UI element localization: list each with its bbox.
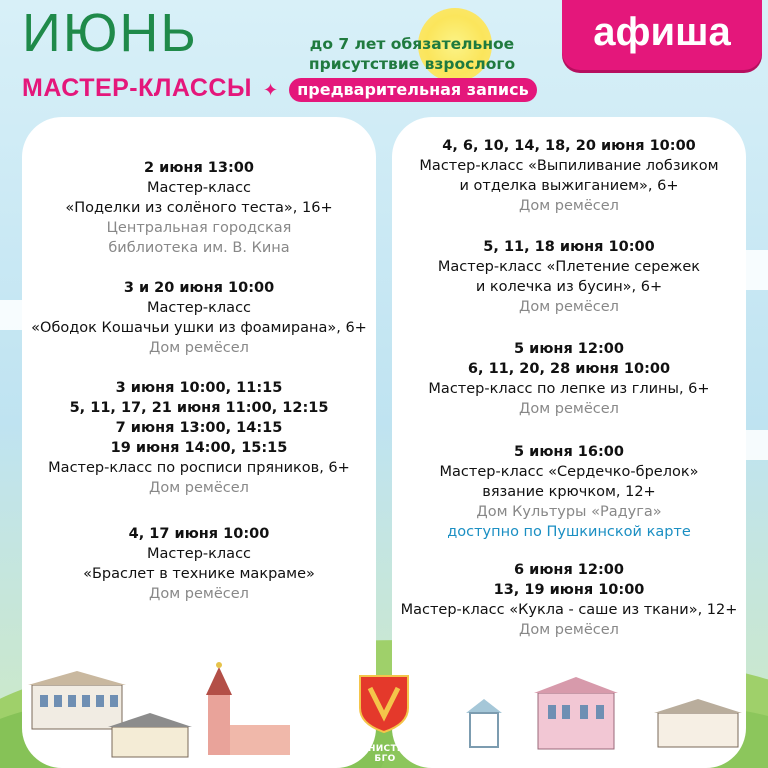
event-title: Мастер-класс по росписи пряников, 6+ (48, 460, 350, 476)
event-date: 5, 11, 18 июня 10:00 (483, 239, 655, 255)
pushkin-card-note: доступно по Пушкинской карте (447, 524, 691, 540)
event-place: Дом ремёсел (149, 586, 249, 602)
event-date: 5 июня 16:00 (514, 444, 624, 460)
event-place: Дом ремёсел (519, 198, 619, 214)
event-place: Дом ремёсел (519, 299, 619, 315)
event-card (392, 560, 746, 640)
event-place: Дом ремёсел (519, 401, 619, 417)
event-card (392, 136, 746, 216)
event-date: 5 июня 12:00 (514, 341, 624, 357)
event-title: Мастер-класс (146, 180, 252, 196)
event-title: Мастер-класс по лепке из глины, 6+ (428, 381, 710, 397)
event-date: 19 июня 14:00, 15:15 (110, 440, 288, 456)
event-date: 4, 6, 10, 14, 18, 20 июня 10:00 (442, 138, 696, 154)
event-title: вязание крючком, 12+ (482, 484, 656, 500)
age-note-line: до 7 лет обязательное (309, 35, 515, 53)
event-card (22, 278, 376, 358)
event-title: Мастер-класс «Плетение сережек (437, 259, 701, 275)
sparkle-icon: ✦ (263, 80, 279, 101)
event-card (22, 378, 376, 498)
event-title: «Поделки из солёного теста», 16+ (65, 200, 333, 216)
building-illustration (534, 677, 618, 749)
section-title: МАСТЕР-КЛАССЫ (22, 74, 252, 102)
event-title: Мастер-класс «Выпиливание лобзиком (419, 158, 719, 174)
building-illustration (28, 671, 126, 729)
event-date: 6, 11, 20, 28 июня 10:00 (467, 361, 671, 377)
age-note-line: присутствие взрослого (308, 55, 516, 73)
event-title: Мастер-класс «Кукла - саше из ткани», 12+ (400, 602, 738, 618)
event-date: 5, 11, 17, 21 июня 11:00, 12:15 (69, 400, 329, 416)
event-place: Дом ремёсел (149, 480, 249, 496)
afisha-badge: афиша (562, 0, 762, 70)
event-title: и отделка выжиганием», 6+ (459, 178, 679, 194)
event-place: Дом ремёсел (519, 622, 619, 638)
event-date: 2 июня 13:00 (144, 160, 254, 176)
preregistration-badge: предварительная запись (289, 78, 537, 102)
event-title: «Браслет в технике макраме» (83, 566, 315, 582)
event-title: Мастер-класс «Сердечко-брелок» (439, 464, 699, 480)
event-place: Центральная городская (106, 220, 292, 236)
event-card (22, 524, 376, 604)
event-place: библиотека им. В. Кина (108, 240, 290, 256)
gazebo-illustration (466, 699, 502, 747)
church-illustration (206, 662, 290, 755)
administration-label: АДМИНИСТРАЦИЯ БГО (335, 744, 435, 764)
age-note (276, 34, 548, 74)
event-title: «Ободок Кошачьи ушки из фоамирана», 6+ (31, 320, 367, 336)
month-title: ИЮНЬ (22, 3, 198, 63)
event-title: и колечка из бусин», 6+ (475, 279, 663, 295)
event-date: 4, 17 июня 10:00 (128, 526, 270, 542)
event-date: 3 июня 10:00, 11:15 (115, 380, 283, 396)
event-place: Дом Культуры «Радуга» (476, 504, 662, 520)
event-place: Дом ремёсел (149, 340, 249, 356)
event-date: 13, 19 июня 10:00 (493, 582, 645, 598)
event-date: 3 и 20 июня 10:00 (123, 280, 275, 296)
event-date: 6 июня 12:00 (514, 562, 624, 578)
event-card (392, 237, 746, 317)
event-card (392, 339, 746, 419)
coat-of-arms-icon (356, 672, 412, 734)
event-card (392, 442, 746, 542)
event-date: 7 июня 13:00, 14:15 (115, 420, 283, 436)
event-title: Мастер-класс (146, 300, 252, 316)
event-card (22, 158, 376, 258)
event-title: Мастер-класс (146, 546, 252, 562)
building-illustration (654, 699, 742, 747)
